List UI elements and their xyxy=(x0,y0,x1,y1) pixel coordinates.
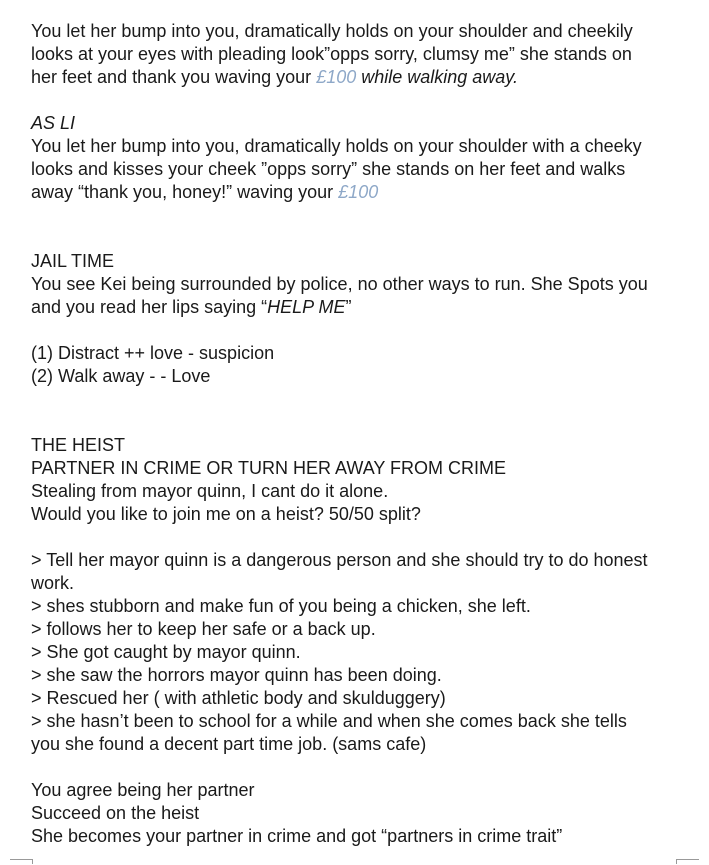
choice-option: (2) Walk away - - Love xyxy=(31,366,211,386)
paragraph-line xyxy=(31,181,691,204)
paragraph-line: Would you like to join me on a heist? 50/50 split? xyxy=(31,504,421,524)
paragraph-line: You agree being her partner xyxy=(31,780,255,800)
text: You let her bump into you, dramatically holds on your shoulder with a cheeky xyxy=(31,136,642,156)
text: her feet and thank you waving your xyxy=(31,67,317,87)
bullet-line: work. xyxy=(31,573,75,593)
bullet-line: > she saw the horrors mayor quinn has been doing. xyxy=(31,665,442,685)
section-heading-asli: AS LI xyxy=(31,113,76,133)
paragraph-line: Stealing from mayor quinn, I cant do it alone. xyxy=(31,481,389,501)
paragraph-line xyxy=(31,273,691,296)
paragraph-line: She becomes your partner in crime and got “partners in crime trait” xyxy=(31,826,563,846)
paragraph-line xyxy=(31,158,691,181)
paragraph-line xyxy=(31,43,691,66)
text: while walking away. xyxy=(356,67,518,87)
paragraph-line: Succeed on the heist xyxy=(31,803,200,823)
text: and you read her lips saying “ xyxy=(31,297,268,317)
paragraph-line xyxy=(31,135,691,158)
section-subheading: PARTNER IN CRIME OR TURN HER AWAY FROM CRIME xyxy=(31,458,507,478)
paragraph-line xyxy=(31,66,691,89)
page-corner-mark xyxy=(10,859,33,864)
bullet-line: > follows her to keep her safe or a back up. xyxy=(31,619,376,639)
money-amount: £100 xyxy=(338,182,379,202)
bullet-line: > Tell her mayor quinn is a dangerous person and she should try to do honest xyxy=(31,550,648,570)
section-heading-jail: JAIL TIME xyxy=(31,251,115,271)
text: away “thank you, honey!” waving your xyxy=(31,182,339,202)
choice-option: (1) Distract ++ love - suspicion xyxy=(31,343,275,363)
paragraph-line xyxy=(31,296,691,319)
text: You let her bump into you, dramatically holds on your shoulder and cheekily xyxy=(31,21,633,41)
bullet-line: > She got caught by mayor quinn. xyxy=(31,642,301,662)
page-corner-mark xyxy=(676,859,699,864)
paragraph-line xyxy=(31,20,691,43)
bullet-line: you she found a decent part time job. (sams cafe) xyxy=(31,734,427,754)
emphasis-text: HELP ME xyxy=(267,297,346,317)
text: You see Kei being surrounded by police, no other ways to run. She Spots you xyxy=(31,274,648,294)
bullet-line: > Rescued her ( with athletic body and skulduggery) xyxy=(31,688,446,708)
bullet-line: > she hasn’t been to school for a while and when she comes back she tells xyxy=(31,711,627,731)
document-page xyxy=(31,20,691,848)
text: ” xyxy=(345,297,352,317)
text: looks at your eyes with pleading look”opps sorry, clumsy me” she stands on xyxy=(31,44,632,64)
section-heading-heist: THE HEIST xyxy=(31,435,126,455)
text: looks and kisses your cheek ”opps sorry” she stands on her feet and walks xyxy=(31,159,626,179)
money-amount: £100 xyxy=(316,67,357,87)
bullet-line: > shes stubborn and make fun of you being a chicken, she left. xyxy=(31,596,531,616)
